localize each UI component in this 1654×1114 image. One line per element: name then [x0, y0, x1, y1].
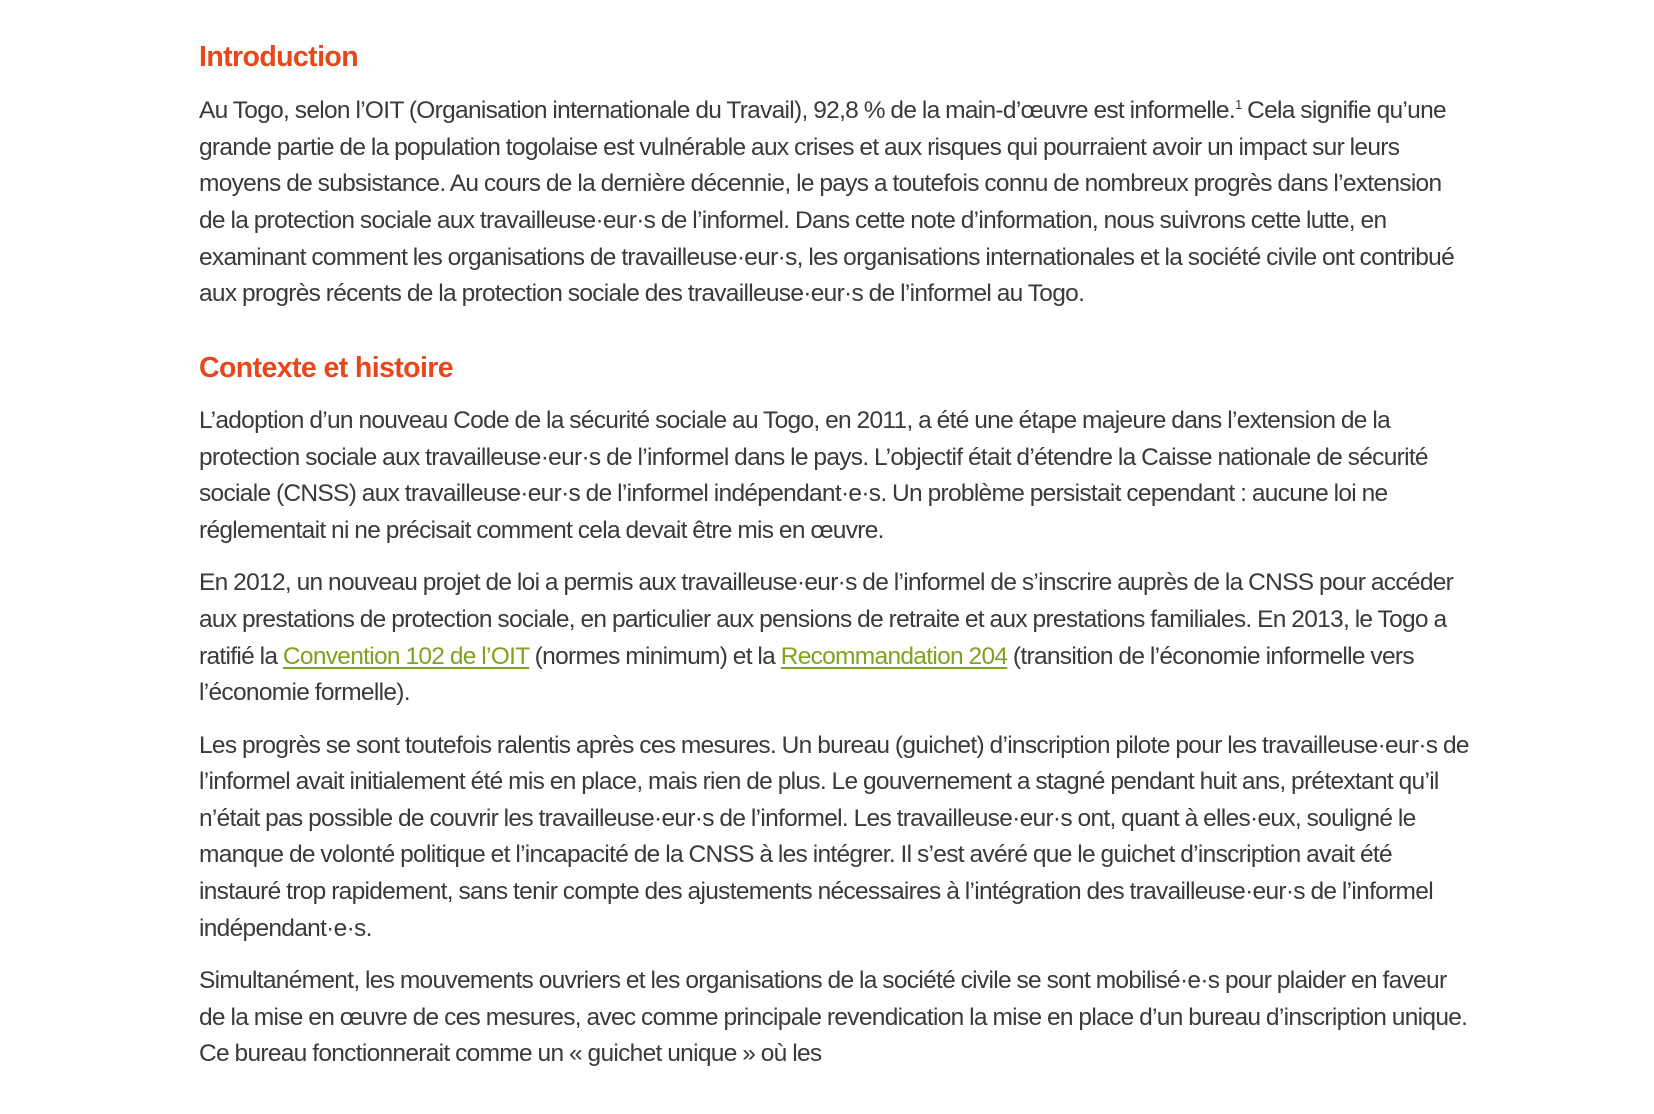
- paragraph-code-securite-sociale: L’adoption d’un nouveau Code de la sécurité sociale au Togo, en 2011, a été une étape majeure dans l’extension de la protection sociale aux travailleuse·eur·s de l’informel dans le pays. L’objectif était d’étendre la Caisse nationale de sécurité sociale (CNSS) aux travailleuse·eur·s de l’informel indépendant·e·s. Un problème persistait cependant : aucune loi ne réglementait ni ne précisait comment cela devait être mis en œuvre.: [199, 406, 1428, 544]
- paragraph-text: En 2012, un nouveau projet de loi a permis aux travailleuse·eur·s de l’informel de s’inscrire auprès de la CNSS pour accéder aux prestations de protection sociale, en particulier aux pensions de retraite et aux prestations familiales. En 2013, le Togo a ratifié la: [199, 569, 1454, 670]
- section-heading-introduction: Introduction: [199, 41, 359, 73]
- paragraph-progres-ralentis: Les progrès se sont toutefois ralentis après ces mesures. Un bureau (guichet) d’inscription pilote pour les travailleuse·eur·s de l’informel avait initialement été mis en place, mais rien de plus. Le gouvernement a stagné pendant huit ans, prétextant qu’il n’était pas possible de couvrir les travailleuse·eur·s de l’informel. Les travailleuse·eur·s ont, quant à elles·eux, souligné le manque de volonté politique et l’incapacité de la CNSS à les intégrer. Il s’est avéré que le guichet d’inscription avait été instauré trop rapidement, sans tenir compte des ajustements nécessaires à l’intégration des travailleuse·eur·s de l’informel indépendant·e·s.: [199, 731, 1469, 942]
- paragraph-text: Cela signifie qu’une grande partie de la population togolaise est vulnérable aux crises et aux risques qui pourraient avoir un impact sur leurs moyens de subsistance. Au cours de la dernière décennie, le pays a toutefois connu de nombreux progrès dans l’extension de la protection sociale aux travailleuse·eur·s de l’informel. Dans cette note d’information, nous suivrons cette lutte, en examinant comment les organisations de travailleuse·eur·s, les organisations internationales et la société civile ont contribué aux progrès récents de la protection sociale des travailleuse·eur·s de l’informel au Togo.: [199, 97, 1455, 308]
- paragraph-introduction: [199, 93, 1469, 313]
- paragraph-text: Au Togo, selon l’OIT (Organisation internationale du Travail), 92,8 % de la main-d’œuvre est informelle.: [199, 97, 1235, 125]
- link-recommandation-204[interactable]: Recommandation 204: [780, 642, 1008, 670]
- paragraph-text: (transition de l’économie informelle vers l’économie formelle).: [199, 642, 1414, 707]
- section-heading-context-history: Contexte et histoire: [199, 351, 454, 384]
- paragraph-mobilisation: Simultanément, les mouvements ouvriers et les organisations de la société civile se sont mobilisé·e·s pour plaider en faveur de la mise en œuvre de ces mesures, avec comme principale revendication la mise en place d’un bureau d’inscription unique. Ce bureau fonctionnerait comme un « guichet unique » où les: [199, 967, 1468, 1068]
- footnote-reference[interactable]: 1: [1234, 97, 1242, 113]
- document-body: [199, 40, 1469, 1089]
- link-convention-102[interactable]: Convention 102 de l’OIT: [282, 642, 530, 670]
- paragraph-text: (normes minimum) et la: [529, 642, 781, 670]
- paragraph-projet-de-loi-2012: [199, 565, 1469, 711]
